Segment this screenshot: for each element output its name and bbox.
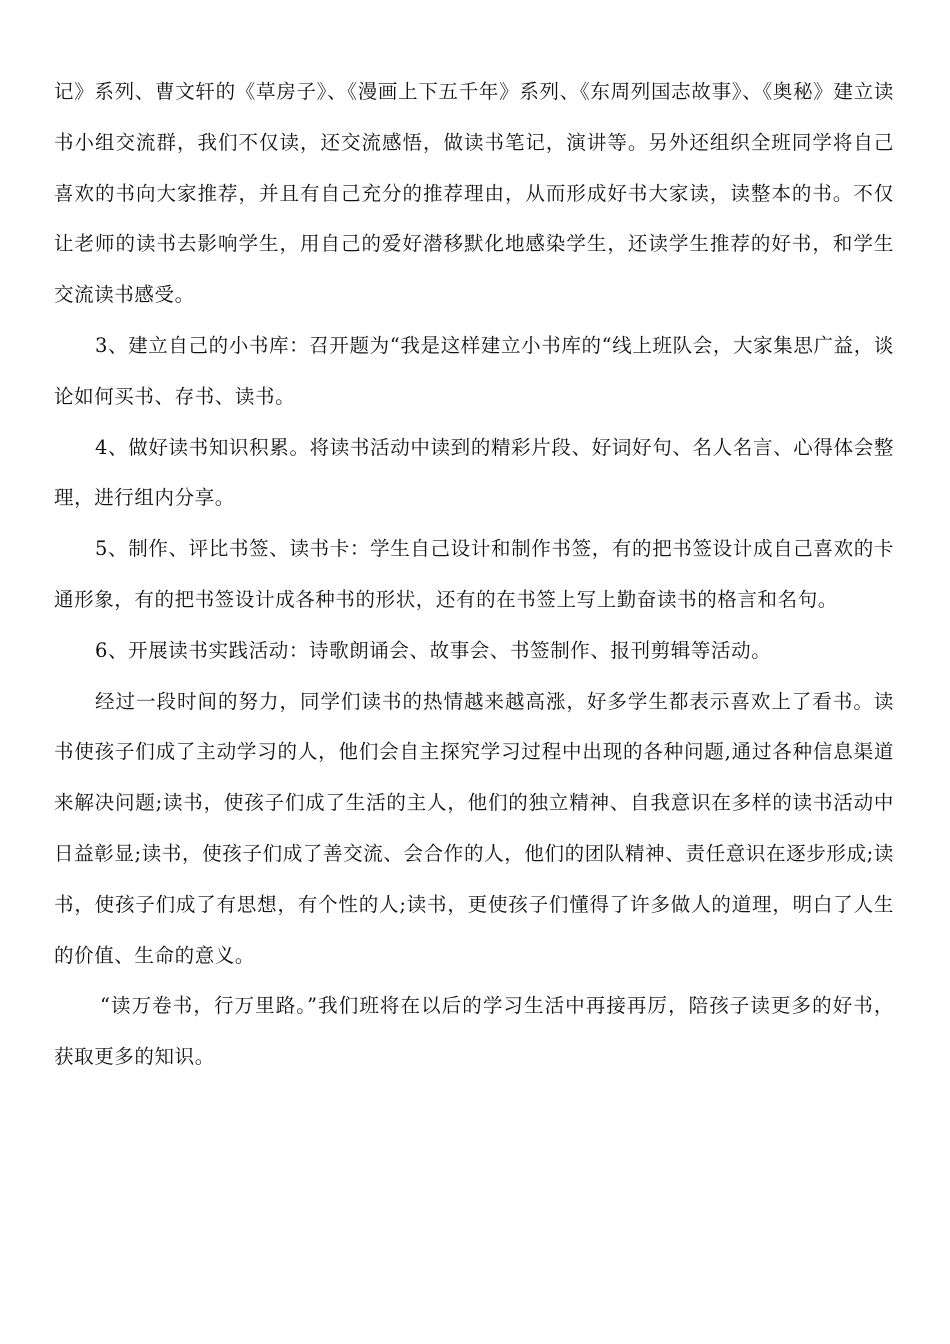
paragraph-continuation: 记》系列、曹文轩的《草房子》、《漫画上下五千年》系列、《东周列国志故事》、《奥秘》建立读书小组交流群，我们不仅读，还交流感悟，做读书笔记，演讲等。另外还组织全班同学将自己喜欢的书向大家推荐，并且有自己充分的推荐理由，从而形成好书大家读，读整本的书。不仅让老师的读书去影响学生，用自己的爱好潜移默化地感染学生，还读学生推荐的好书，和学生交流读书感受。 xyxy=(54,80,894,307)
paragraph-item-5: 5、制作、评比书签、读书卡：学生自己设计和制作书签，有的把书签设计成自己喜欢的卡通形象，有的把书签设计成各种书的形状，还有的在书签上写上勤奋读书的格言和名句。 xyxy=(54,537,894,611)
document-body xyxy=(54,67,894,1083)
paragraph-summary: 经过一段时间的努力，同学们读书的热情越来越高涨，好多学生都表示喜欢上了看书。读书使孩子们成了主动学习的人，他们会自主探究学习过程中出现的各种问题,通过各种信息渠道来解决问题;读书，使孩子们成了生活的主人，他们的独立精神、自我意识在多样的读书活动中日益彰显;读书，使孩子们成了善交流、会合作的人，他们的团队精神、责任意识在逐步形成;读书，使孩子们成了有思想，有个性的人;读书，更使孩子们懂得了许多做人的道理，明白了人生的价值、生命的意义。 xyxy=(54,689,894,967)
paragraph-item-6: 6、开展读书实践活动：诗歌朗诵会、故事会、书签制作、报刊剪辑等活动。 xyxy=(95,638,772,662)
paragraph-item-3: 3、建立自己的小书库：召开题为“我是这样建立小书库的“线上班队会，大家集思广益，谈论如何买书、存书、读书。 xyxy=(54,333,894,408)
paragraph-item-4: 4、做好读书知识积累。将读书活动中读到的精彩片段、好词好句、名人名言、心得体会整理，进行组内分享。 xyxy=(54,435,894,510)
paragraph-closing: “读万卷书，行万里路。”我们班将在以后的学习生活中再接再厉，陪孩子读更多的好书，获取更多的知识。 xyxy=(54,994,894,1069)
